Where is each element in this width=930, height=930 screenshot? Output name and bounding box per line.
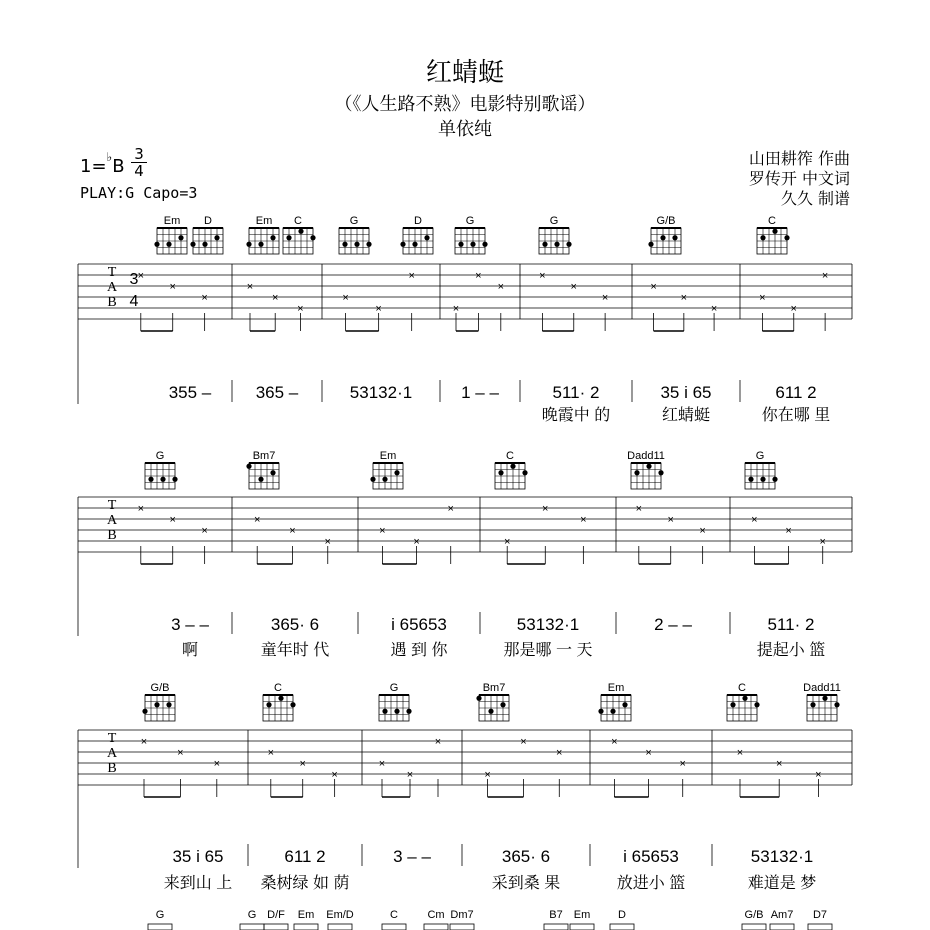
chord-diagram (539, 215, 572, 254)
chord-grid (382, 924, 406, 930)
tab-note: × (611, 736, 618, 748)
tab-note: × (699, 525, 706, 537)
lyric-text: 红蜻蜓 (661, 407, 711, 424)
lyric-text: 来到山 上 (163, 875, 233, 892)
chord-dot (760, 235, 765, 240)
tab-note: × (821, 270, 829, 282)
chord-dot (166, 242, 171, 247)
tab-note: × (556, 747, 563, 759)
chord-diagram (190, 215, 223, 254)
chord-name: D (414, 215, 422, 227)
tab-note: × (324, 536, 331, 548)
chord-dot (660, 235, 665, 240)
tab-note: × (299, 758, 306, 770)
chord-diagram (495, 450, 528, 489)
lyric-text: 啊 (181, 642, 199, 659)
tab-note: × (635, 503, 643, 515)
jianpu-measure: 365 – (255, 383, 299, 402)
tab-note: × (408, 270, 415, 282)
chord-diagram (283, 215, 316, 254)
tab-note: × (679, 758, 686, 770)
chord-name: C (390, 909, 398, 921)
chord-dot (286, 235, 291, 240)
tab-clef-letter: A (106, 746, 118, 761)
tab-note: × (580, 514, 587, 526)
chord-dot (822, 696, 827, 701)
chord-dot (554, 242, 559, 247)
chord-name: G (549, 215, 559, 227)
chord-dot (424, 235, 429, 240)
tab-note: × (539, 270, 546, 282)
tab-note: × (169, 514, 176, 526)
tab-note: × (140, 736, 148, 748)
tab-note: × (680, 292, 688, 304)
tab-note: × (406, 769, 414, 781)
chord-grid (610, 924, 634, 930)
chord-name: Dm7 (450, 909, 474, 921)
chord-dot (510, 464, 515, 469)
lyric-text: 放进小 篮 (616, 875, 686, 892)
chord-diagram (627, 450, 665, 489)
tab-note: × (667, 514, 674, 526)
chord-diagram (476, 682, 509, 721)
tab-clef-letter: T (107, 265, 117, 280)
chord-diagram (648, 215, 681, 254)
chord-name: Em (379, 450, 397, 462)
chord-grid (328, 924, 352, 930)
chord-diagram (246, 450, 279, 489)
tab-note: × (379, 525, 386, 537)
jianpu-measure: 355 – (168, 383, 212, 402)
tab-time-top: 3 (129, 271, 139, 288)
chord-dot (202, 242, 207, 247)
tab-note: × (137, 503, 145, 515)
chord-dot (622, 702, 627, 707)
tab-note: × (253, 514, 261, 526)
chord-dot (482, 242, 487, 247)
tab-note: × (413, 536, 420, 548)
chord-dot (382, 477, 387, 482)
chord-grid (148, 924, 172, 930)
chord-name: D (204, 215, 212, 227)
chord-dot (370, 477, 375, 482)
play-info: PLAY:G Capo=3 (80, 184, 198, 202)
lyric-text: 难道是 梦 (747, 875, 817, 892)
tab-note: × (790, 303, 797, 315)
lyric-text: 晚霞中 的 (541, 407, 611, 424)
lyric-text: 桑树绿 如 荫 (260, 875, 350, 892)
chord-dot (258, 242, 263, 247)
chord-dot (366, 242, 371, 247)
tab-note: × (378, 758, 386, 770)
chord-dot (760, 477, 765, 482)
chord-dot (400, 242, 405, 247)
tab-note: × (497, 281, 505, 293)
tab-note: × (289, 525, 296, 537)
chord-name: Em (573, 909, 591, 921)
tab-clef-letter: T (107, 498, 117, 513)
tab-note: × (751, 514, 758, 526)
tab-note: × (570, 281, 577, 293)
lyric-text: 采到桑 果 (491, 875, 561, 892)
chord-diagram (598, 682, 631, 721)
tab-note: × (246, 281, 254, 293)
chord-dot (394, 470, 399, 475)
tab-note: × (267, 747, 275, 759)
chord-diagram (154, 215, 187, 254)
chord-diagram (757, 215, 790, 254)
chord-name: Cm (427, 909, 445, 921)
chord-name: Em (297, 909, 315, 921)
chord-name: G/B (744, 909, 764, 921)
chord-diagram (246, 215, 279, 254)
chord-name: D7 (812, 909, 828, 921)
chord-dot (342, 242, 347, 247)
chord-dot (160, 477, 165, 482)
chord-dot (598, 709, 603, 714)
chord-grid (264, 924, 288, 930)
chord-name: Dadd11 (627, 450, 665, 462)
tab-note: × (815, 769, 822, 781)
jianpu-measure: 35 i 65 (172, 847, 224, 866)
chord-dot (772, 477, 777, 482)
chord-dot (834, 702, 839, 707)
chord-dot (142, 709, 147, 714)
chord-name: D (618, 909, 626, 921)
chord-dot (658, 470, 663, 475)
chord-name: C (506, 450, 514, 462)
chord-dot (646, 464, 651, 469)
chord-name: C (274, 682, 282, 694)
tab-note: × (447, 503, 454, 515)
chord-diagram (142, 682, 175, 721)
tab-note: × (434, 736, 442, 748)
tab-note: × (213, 758, 221, 770)
chord-dot (634, 470, 639, 475)
music-system (78, 682, 852, 892)
chord-dot (298, 229, 303, 234)
chord-dot (290, 702, 295, 707)
chord-dot (406, 709, 411, 714)
chord-grid (240, 924, 264, 930)
chord-dot (246, 242, 251, 247)
jianpu-measure: 3 – – (171, 615, 209, 634)
chord-dot (412, 242, 417, 247)
chord-diagram (455, 215, 488, 254)
chord-dot (246, 464, 251, 469)
chord-dot (172, 477, 177, 482)
tab-note: × (475, 270, 482, 282)
jianpu-measure: 365· 6 (270, 615, 320, 634)
music-system (78, 215, 852, 424)
tab-note: × (201, 292, 208, 304)
tab-clef-letter: B (107, 761, 117, 776)
chord-grid (770, 924, 794, 930)
tab-note: × (452, 303, 460, 315)
lyric-text: 童年时 代 (260, 642, 330, 659)
tab-note: × (710, 303, 718, 315)
chord-diagram (745, 450, 778, 489)
chord-diagram (803, 682, 841, 721)
tab-note: × (331, 769, 338, 781)
chord-dot (672, 235, 677, 240)
chord-grid (742, 924, 766, 930)
chord-dot (214, 235, 219, 240)
chord-name: G (247, 909, 257, 921)
chord-name: C (294, 215, 302, 227)
tab-clef-letter: B (107, 528, 117, 543)
chord-diagram (263, 682, 296, 721)
chord-dot (394, 709, 399, 714)
chord-dot (178, 235, 183, 240)
tab-note: × (297, 303, 304, 315)
chord-dot (754, 702, 759, 707)
chord-name: G (755, 450, 765, 462)
lyric-text: 提起小 篮 (756, 642, 826, 659)
lyricist: 罗传开 中文词 (748, 169, 850, 188)
jianpu-measure: 35 i 65 (660, 383, 712, 402)
chord-name: G (465, 215, 475, 227)
tab-note: × (503, 536, 511, 548)
tab-note: × (645, 747, 652, 759)
tab-note: × (736, 747, 744, 759)
chord-name: Dadd11 (803, 682, 841, 694)
chord-diagram (339, 215, 372, 254)
chord-dot (154, 242, 159, 247)
chord-dot (278, 696, 283, 701)
chord-name: G (155, 450, 165, 462)
tab-note: × (819, 536, 826, 548)
chord-dot (772, 229, 777, 234)
jianpu-measure: 365· 6 (501, 847, 551, 866)
jianpu-measure: 611 2 (284, 847, 326, 866)
chord-name: G/B (656, 215, 676, 227)
chord-dot (730, 702, 735, 707)
tab-note: × (375, 303, 382, 315)
chord-name: G (155, 909, 165, 921)
tab-note: × (177, 747, 184, 759)
chord-dot (166, 702, 171, 707)
chord-dot (382, 709, 387, 714)
chord-dot (270, 470, 275, 475)
chord-dot (458, 242, 463, 247)
tab-note: × (342, 292, 349, 304)
chord-name: Am7 (770, 909, 794, 921)
chord-dot (154, 702, 159, 707)
chord-dot (354, 242, 359, 247)
jianpu-measure: 511· 2 (767, 615, 815, 634)
jianpu-measure: i 65653 (623, 847, 679, 866)
chord-dot (522, 470, 527, 475)
chord-grid (808, 924, 832, 930)
chord-name: Em (163, 215, 181, 227)
tab-note: × (137, 270, 145, 282)
chord-name: Bm7 (482, 682, 506, 694)
chord-dot (190, 242, 195, 247)
music-system (148, 909, 832, 930)
tab-note: × (542, 503, 549, 515)
chord-name: C (768, 215, 776, 227)
chord-grid (450, 924, 474, 930)
tab-clef-letter: B (107, 295, 117, 310)
tab-clef-letter: A (106, 280, 118, 295)
chord-dot (500, 702, 505, 707)
performer: 单依纯 (438, 119, 492, 140)
chord-dot (784, 235, 789, 240)
tab-note: × (201, 525, 208, 537)
time-top: 3 (134, 145, 144, 163)
tab-note: × (650, 281, 657, 293)
chord-grid (424, 924, 448, 930)
tab-note: × (271, 292, 279, 304)
chord-dot (742, 696, 747, 701)
chord-diagram (145, 450, 178, 489)
tab-clef-letter: T (107, 731, 117, 746)
tab-note: × (601, 292, 609, 304)
chord-name: Em (255, 215, 273, 227)
jianpu-measure: 2 – – (654, 615, 692, 634)
jianpu-measure: 611 2 (775, 383, 817, 402)
chord-name: D/F (267, 909, 285, 921)
chord-grid (544, 924, 568, 930)
chord-diagram (370, 450, 403, 489)
tab-note: × (520, 736, 527, 748)
tab-note: × (775, 758, 783, 770)
jianpu-measure: 1 – – (461, 383, 499, 402)
chord-dot (488, 709, 493, 714)
tab-note: × (759, 292, 766, 304)
chord-dot (476, 696, 481, 701)
song-subtitle: （《人生路不熟》电影特别歌谣） (334, 94, 596, 115)
chord-name: B7 (549, 909, 563, 921)
composer: 山田耕筰 作曲 (748, 149, 850, 168)
jianpu-measure: 53132·1 (349, 383, 413, 402)
lyric-text: 那是哪 一 天 (503, 642, 593, 659)
chord-dot (810, 702, 815, 707)
key-flat: ♭ (106, 150, 113, 164)
chord-grid (294, 924, 318, 930)
jianpu-measure: 53132·1 (750, 847, 814, 866)
time-bottom: 4 (134, 162, 144, 180)
chord-dot (258, 477, 263, 482)
chord-name: Em/D (326, 909, 354, 921)
chord-name: Bm7 (252, 450, 276, 462)
chord-dot (498, 470, 503, 475)
chord-name: G (389, 682, 399, 694)
song-title: 红蜻蜓 (425, 58, 504, 88)
lyric-text: 遇 到 你 (390, 642, 448, 659)
jianpu-measure: 3 – – (393, 847, 431, 866)
chord-dot (542, 242, 547, 247)
chord-diagram (727, 682, 760, 721)
lyric-text: 你在哪 里 (761, 407, 831, 424)
tab-clef-letter: A (106, 513, 118, 528)
tab-note: × (785, 525, 792, 537)
key-note: B (112, 156, 125, 177)
jianpu-measure: 511· 2 (552, 383, 600, 402)
chord-dot (748, 477, 753, 482)
chord-name: G (349, 215, 359, 227)
chord-dot (566, 242, 571, 247)
tab-note: × (169, 281, 176, 293)
tab-note: × (484, 769, 491, 781)
transcriber: 久久 制谱 (780, 189, 850, 208)
chord-dot (470, 242, 475, 247)
chord-dot (310, 235, 315, 240)
chord-dot (148, 477, 153, 482)
chord-diagram (400, 215, 433, 254)
chord-grid (570, 924, 594, 930)
key-prefix: 1= (80, 156, 107, 177)
chord-name: Em (607, 682, 625, 694)
chord-dot (610, 709, 615, 714)
chord-name: G/B (150, 682, 170, 694)
jianpu-measure: 53132·1 (516, 615, 580, 634)
chord-dot (648, 242, 653, 247)
jianpu-measure: i 65653 (391, 615, 447, 634)
chord-name: C (738, 682, 746, 694)
tab-time-bottom: 4 (129, 293, 139, 310)
chord-dot (270, 235, 275, 240)
chord-dot (266, 702, 271, 707)
music-system (78, 450, 852, 659)
chord-diagram (379, 682, 412, 721)
